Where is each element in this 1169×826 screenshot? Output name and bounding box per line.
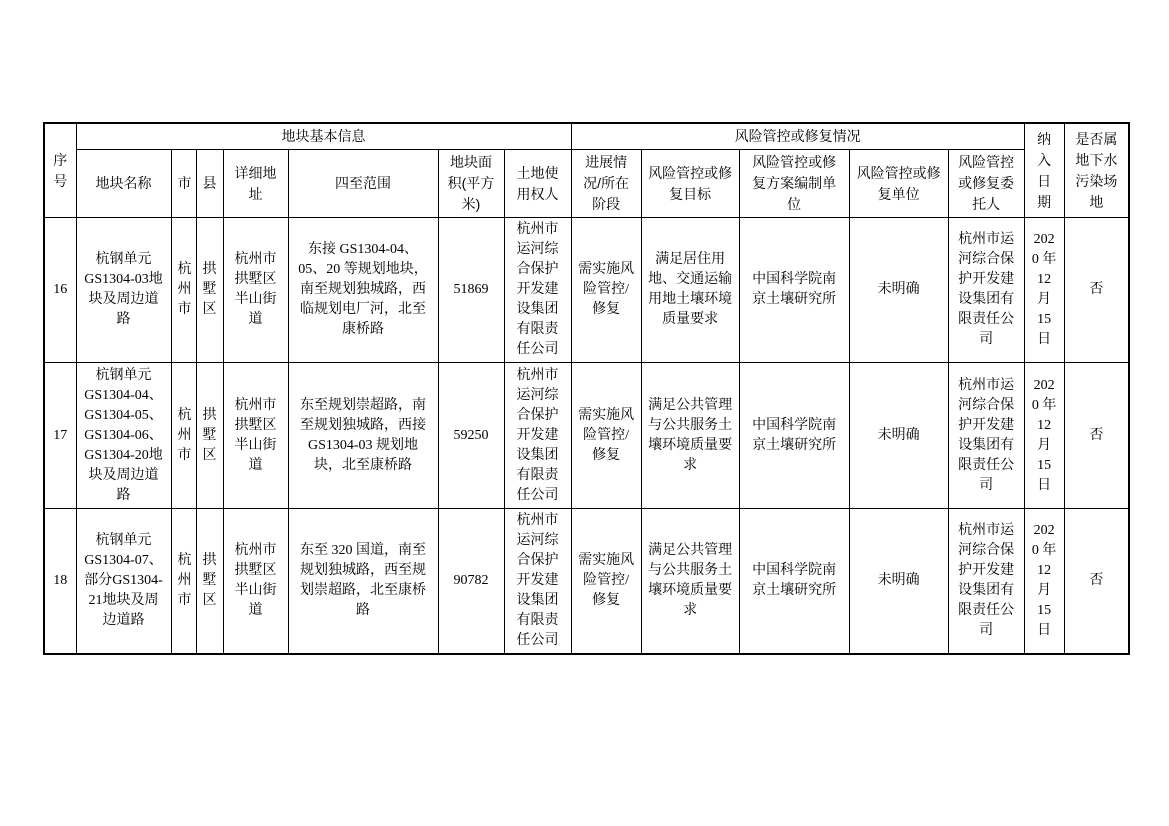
cell-county: 拱墅区 <box>196 363 223 509</box>
cell-date: 2020 年 12 月 15 日 <box>1024 363 1064 509</box>
cell-remediation-unit: 未明确 <box>849 218 948 363</box>
cell-target: 满足公共管理与公共服务土壤环境质量要求 <box>641 363 739 509</box>
header-address: 详细地址 <box>223 150 288 218</box>
cell-date: 2020 年 12 月 15 日 <box>1024 218 1064 363</box>
cell-parcel-name: 杭钢单元GS1304-04、GS1304-05、GS1304-06、GS1304-20地块及周边道路 <box>76 363 171 509</box>
cell-boundary: 东至规划崇超路，南至规划独城路，西接 GS1304-03 规划地块，北至康桥路 <box>288 363 438 509</box>
cell-address: 杭州市拱墅区半山街道 <box>223 509 288 655</box>
cell-area: 59250 <box>438 363 504 509</box>
cell-client: 杭州市运河综合保护开发建设集团有限责任公司 <box>948 218 1024 363</box>
header-groundwater: 是否属地下水污染场地 <box>1064 123 1129 218</box>
header-group-risk-info: 风险管控或修复情况 <box>571 123 1024 150</box>
cell-city: 杭州市 <box>171 363 196 509</box>
cell-city: 杭州市 <box>171 509 196 655</box>
land-parcel-registry-table <box>43 122 1130 655</box>
header-date: 纳入日期 <box>1024 123 1064 218</box>
cell-groundwater: 否 <box>1064 218 1129 363</box>
header-city: 市 <box>171 150 196 218</box>
header-group-row <box>44 123 1129 150</box>
header-client: 风险管控或修复委托人 <box>948 150 1024 218</box>
cell-progress: 需实施风险管控/修复 <box>571 218 641 363</box>
table-row <box>44 218 1129 363</box>
cell-progress: 需实施风险管控/修复 <box>571 509 641 655</box>
cell-no: 18 <box>44 509 76 655</box>
cell-target: 满足居住用地、交通运输用地土壤环境质量要求 <box>641 218 739 363</box>
cell-progress: 需实施风险管控/修复 <box>571 363 641 509</box>
table-row <box>44 509 1129 655</box>
header-name: 地块名称 <box>76 150 171 218</box>
cell-area: 90782 <box>438 509 504 655</box>
cell-plan-unit: 中国科学院南京土壤研究所 <box>739 218 849 363</box>
header-county: 县 <box>196 150 223 218</box>
header-plan-unit: 风险管控或修复方案编制单位 <box>739 150 849 218</box>
cell-area: 51869 <box>438 218 504 363</box>
cell-remediation-unit: 未明确 <box>849 363 948 509</box>
cell-no: 17 <box>44 363 76 509</box>
header-no: 序号 <box>44 123 76 218</box>
cell-groundwater: 否 <box>1064 363 1129 509</box>
cell-owner: 杭州市运河综合保护开发建设集团有限责任公司 <box>504 363 571 509</box>
cell-owner: 杭州市运河综合保护开发建设集团有限责任公司 <box>504 218 571 363</box>
cell-boundary: 东接 GS1304-04、05、20 等规划地块，南至规划独城路，西临规划电厂河，北至康桥路 <box>288 218 438 363</box>
header-area: 地块面积(平方米) <box>438 150 504 218</box>
cell-county: 拱墅区 <box>196 218 223 363</box>
header-target: 风险管控或修复目标 <box>641 150 739 218</box>
cell-city: 杭州市 <box>171 218 196 363</box>
cell-address: 杭州市拱墅区半山街道 <box>223 218 288 363</box>
header-sub-row <box>44 150 1129 218</box>
cell-parcel-name: 杭钢单元GS1304-07、部分GS1304-21地块及周边道路 <box>76 509 171 655</box>
cell-client: 杭州市运河综合保护开发建设集团有限责任公司 <box>948 363 1024 509</box>
header-boundary: 四至范围 <box>288 150 438 218</box>
header-group-basic-info: 地块基本信息 <box>76 123 571 150</box>
cell-plan-unit: 中国科学院南京土壤研究所 <box>739 363 849 509</box>
table-row <box>44 363 1129 509</box>
cell-client: 杭州市运河综合保护开发建设集团有限责任公司 <box>948 509 1024 655</box>
cell-target: 满足公共管理与公共服务土壤环境质量要求 <box>641 509 739 655</box>
cell-groundwater: 否 <box>1064 509 1129 655</box>
cell-parcel-name: 杭钢单元GS1304-03地块及周边道路 <box>76 218 171 363</box>
cell-boundary: 东至 320 国道，南至规划独城路，西至规划崇超路，北至康桥路 <box>288 509 438 655</box>
cell-county: 拱墅区 <box>196 509 223 655</box>
cell-date: 2020 年 12 月 15 日 <box>1024 509 1064 655</box>
cell-owner: 杭州市运河综合保护开发建设集团有限责任公司 <box>504 509 571 655</box>
header-remediation-unit: 风险管控或修复单位 <box>849 150 948 218</box>
header-progress: 进展情况/所在阶段 <box>571 150 641 218</box>
cell-address: 杭州市拱墅区半山街道 <box>223 363 288 509</box>
cell-plan-unit: 中国科学院南京土壤研究所 <box>739 509 849 655</box>
cell-remediation-unit: 未明确 <box>849 509 948 655</box>
cell-no: 16 <box>44 218 76 363</box>
header-owner: 土地使用权人 <box>504 150 571 218</box>
